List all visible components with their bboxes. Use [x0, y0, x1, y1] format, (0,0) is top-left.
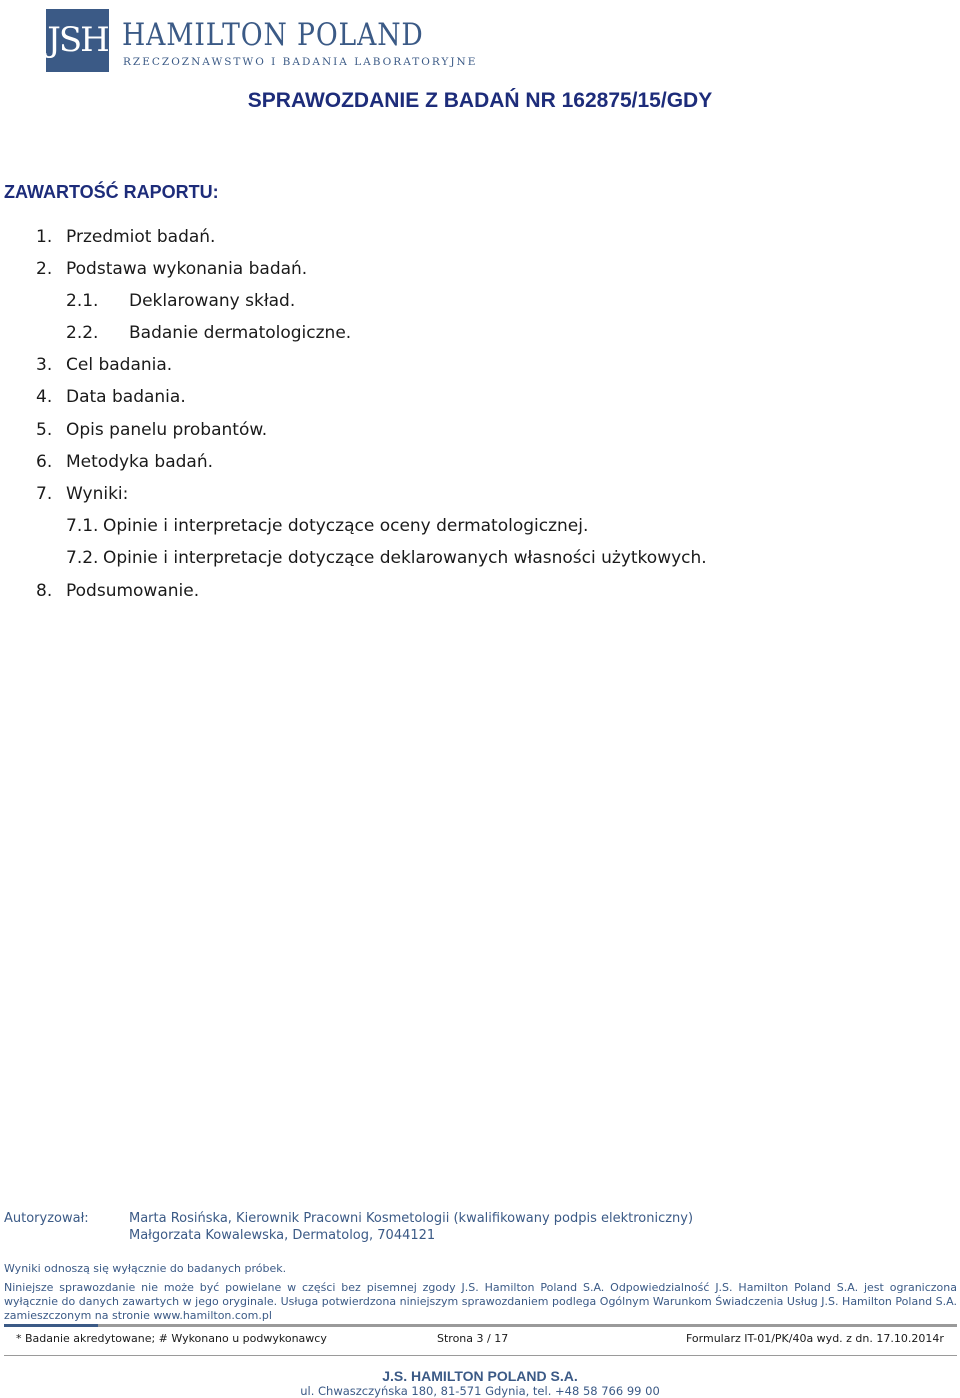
toc-item: [36, 484, 128, 504]
toc-item-number: 8.: [36, 581, 53, 601]
footer-company-name: J.S. HAMILTON POLAND S.A.: [382, 1368, 578, 1384]
toc-item: [66, 291, 295, 311]
toc-item-text: Badanie dermatologiczne.: [129, 323, 352, 343]
signer-secondary: Małgorzata Kowalewska, Dermatolog, 7044121: [129, 1228, 436, 1243]
toc-item-text: Podsumowanie.: [66, 581, 200, 601]
toc-item: [36, 227, 215, 247]
toc-item: [36, 259, 307, 279]
toc-item-text: Deklarowany skład.: [129, 291, 296, 311]
toc-item-number: 6.: [36, 452, 53, 472]
toc-item-text: Opinie i interpretacje dotyczące oceny dermatologicznej.: [103, 516, 589, 536]
toc-item-text: Podstawa wykonania badań.: [66, 259, 308, 279]
disclaimer: Niniejsze sprawozdanie nie może być powielane w części bez pisemnej zgody J.S. Hamilton Poland S.A. Odpowiedzialność J.S. Hamilton Poland S.A. jest ograniczona wyłącznie do danych zawartych w jego oryginale. Usługa potwierdzona niniejszym sprawozdaniem podlega Ogólnym Warunkom Świadczenia Usług J.S. Hamilton Poland S.A. zamieszczonym na stronie www.hamilton.com.pl: [4, 1281, 957, 1322]
toc-item-text: Opis panelu probantów.: [66, 420, 268, 440]
toc-item-number: 2.2.: [66, 323, 99, 343]
logo-tagline: RZECZOZNAWSTWO I BADANIA LABORATORYJNE: [123, 56, 478, 68]
toc-item: [66, 548, 707, 568]
toc-item: [66, 323, 351, 343]
logo-monogram: JSH: [46, 9, 109, 72]
toc-item-text: Przedmiot badań.: [66, 227, 216, 247]
toc-item-number: 3.: [36, 355, 53, 375]
toc-item: [36, 387, 186, 407]
toc-item: [36, 355, 172, 375]
toc-item-number: 4.: [36, 387, 53, 407]
accreditation-note: * Badanie akredytowane; # Wykonano u podwykonawcy: [16, 1332, 327, 1345]
toc-item-number: 7.1.: [66, 516, 99, 536]
toc-item-text: Wyniki:: [66, 484, 129, 504]
toc-item: [36, 452, 213, 472]
toc-item: [36, 581, 199, 601]
toc-item-number: 1.: [36, 227, 53, 247]
toc-item: [66, 516, 588, 536]
results-note: Wyniki odnoszą się wyłącznie do badanych próbek.: [4, 1262, 287, 1275]
toc-item-text: Opinie i interpretacje dotyczące deklarowanych własności użytkowych.: [103, 548, 707, 568]
company-logo: [46, 9, 478, 73]
toc-item-text: Metodyka badań.: [66, 452, 214, 472]
toc-item-text: Cel badania.: [66, 355, 173, 375]
footer-address: ul. Chwaszczyńska 180, 81-571 Gdynia, tel. +48 58 766 99 00: [300, 1384, 660, 1398]
authorization-label: Autoryzował:: [4, 1211, 89, 1226]
toc-item: [36, 420, 267, 440]
toc-item-number: 5.: [36, 420, 53, 440]
toc-item-number: 7.2.: [66, 548, 99, 568]
toc-heading: ZAWARTOŚĆ RAPORTU:: [4, 182, 219, 202]
footer-bottom-divider: [4, 1355, 957, 1356]
toc-item-text: Data badania.: [66, 387, 186, 407]
toc-item-number: 2.: [36, 259, 53, 279]
footer-divider: [4, 1324, 957, 1327]
footer-divider-accent: [4, 1324, 98, 1327]
form-number: Formularz IT-01/PK/40a wyd. z dn. 17.10.2014r: [686, 1332, 944, 1345]
report-title: SPRAWOZDANIE Z BADAŃ NR 162875/15/GDY: [247, 89, 713, 112]
logo-company-name: HAMILTON POLAND: [122, 17, 424, 53]
toc-item-number: 7.: [36, 484, 53, 504]
toc-item-number: 2.1.: [66, 291, 99, 311]
page-number: Strona 3 / 17: [437, 1332, 509, 1345]
signer-primary: Marta Rosińska, Kierownik Pracowni Kosmetologii (kwalifikowany podpis elektroniczny): [129, 1211, 694, 1226]
